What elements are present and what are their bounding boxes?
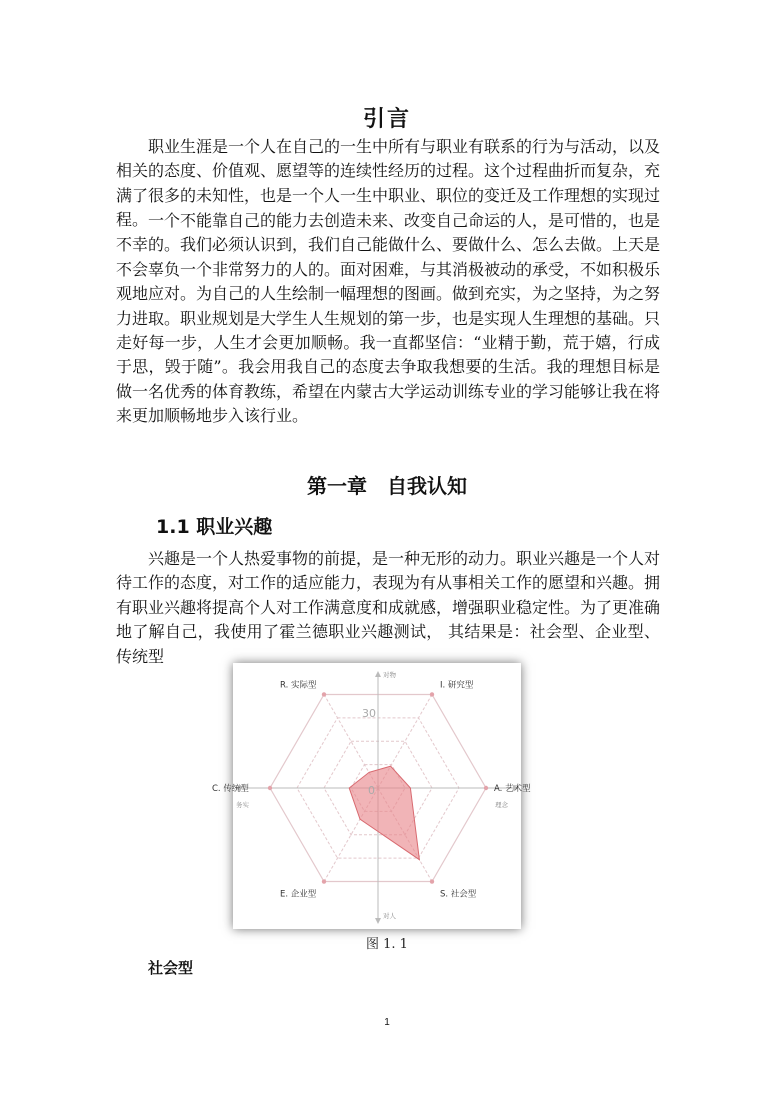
scale-zero-label: 0 — [368, 784, 375, 797]
radar-vertex-dot — [430, 879, 434, 883]
axis-top-label: 对物 — [383, 671, 396, 679]
radar-category-label: I. 研究型 — [440, 680, 474, 691]
axis-bottom-label: 对人 — [383, 912, 396, 920]
arrow-down-icon — [375, 918, 381, 924]
radar-category-label: E. 企业型 — [280, 889, 317, 900]
radar-vertex-dot — [484, 786, 488, 790]
radar-vertex-dot — [268, 786, 272, 790]
radar-data-area — [349, 766, 419, 860]
result-subheading: 社会型 — [148, 959, 194, 977]
radar-category-label: S. 社会型 — [440, 889, 477, 900]
intro-heading: 引言 — [362, 106, 411, 132]
radar-vertex-dot — [430, 692, 434, 696]
scale-max-label: 30 — [362, 707, 376, 720]
section-title: 1.1 职业兴趣 — [156, 516, 273, 538]
chapter-title: 第一章 自我认知 — [307, 474, 467, 498]
intro-paragraph-1-text: 职业生涯是一个人在自己的一生中所有与职业有联系的行为与活动，以及相关的态度、价值观、愿望等的连续性经历的过程。这个过程曲折而复杂，充满了很多的未知性，也是一个人一生中职业、职位的变迁及工作理想的实现过程。 — [116, 137, 661, 230]
intro-paragraph-2 — [116, 209, 660, 429]
radar-chart — [212, 663, 531, 929]
interest-paragraph-text: 兴趣是一个人热爱事物的前提，是一种无形的动力。职业兴趣是一个人对待工作的态度，对工作的适应能力，表现为有从事相关工作的愿望和兴趣。拥有职业兴趣将提高个人对工作满意度和成就感，增强职业稳定性。为了更准确地了解自己，我使用了霍兰德职业兴趣测试， 其结果是：社会型、企业型、传统型 — [116, 549, 661, 666]
radar-vertex-dot — [322, 692, 326, 696]
intro-paragraph-2-text: 一个不能靠自己的能力去创造未来、改变自己命运的人，是可惜的，也是不幸的。我们必须认识到，我们自己能做什么、要做什么、怎么去做。上天是不会辜负一个非常努力的人的。面对困难，与其消极被动的承受，不如积极乐观地应对。为自己的人生绘制一幅理想的图画。做到充实，为之坚持，为之努力进取。职业规划是大学生人生规划的第一步，也是实现人生理想的基础。只走好每一步，人生才会更加顺畅。我一直都坚信：“业精于勤，荒于嬉，行成于思，毁于随”。我会用我自己的态度去争取我想要的生活。我的理想目标是做一名优秀的体育教练，希望在内蒙古大学运动训练专业的学习能够让我在将来更加顺畅地步入该行业。 — [116, 211, 661, 426]
axis-left-label: 务实 — [236, 801, 249, 809]
axis-right-label: 理念 — [495, 801, 508, 809]
interest-paragraph — [116, 547, 660, 669]
figure-caption: 图 1. 1 — [366, 937, 408, 952]
radar-category-label: R. 实际型 — [280, 680, 317, 691]
radar-category-label: C. 传统型 — [212, 784, 249, 794]
radar-category-label: A. 艺术型 — [494, 784, 531, 794]
holland-radar-figure — [212, 663, 531, 929]
arrow-up-icon — [375, 671, 381, 677]
page-number: 1 — [384, 1017, 390, 1028]
radar-vertex-dot — [322, 879, 326, 883]
